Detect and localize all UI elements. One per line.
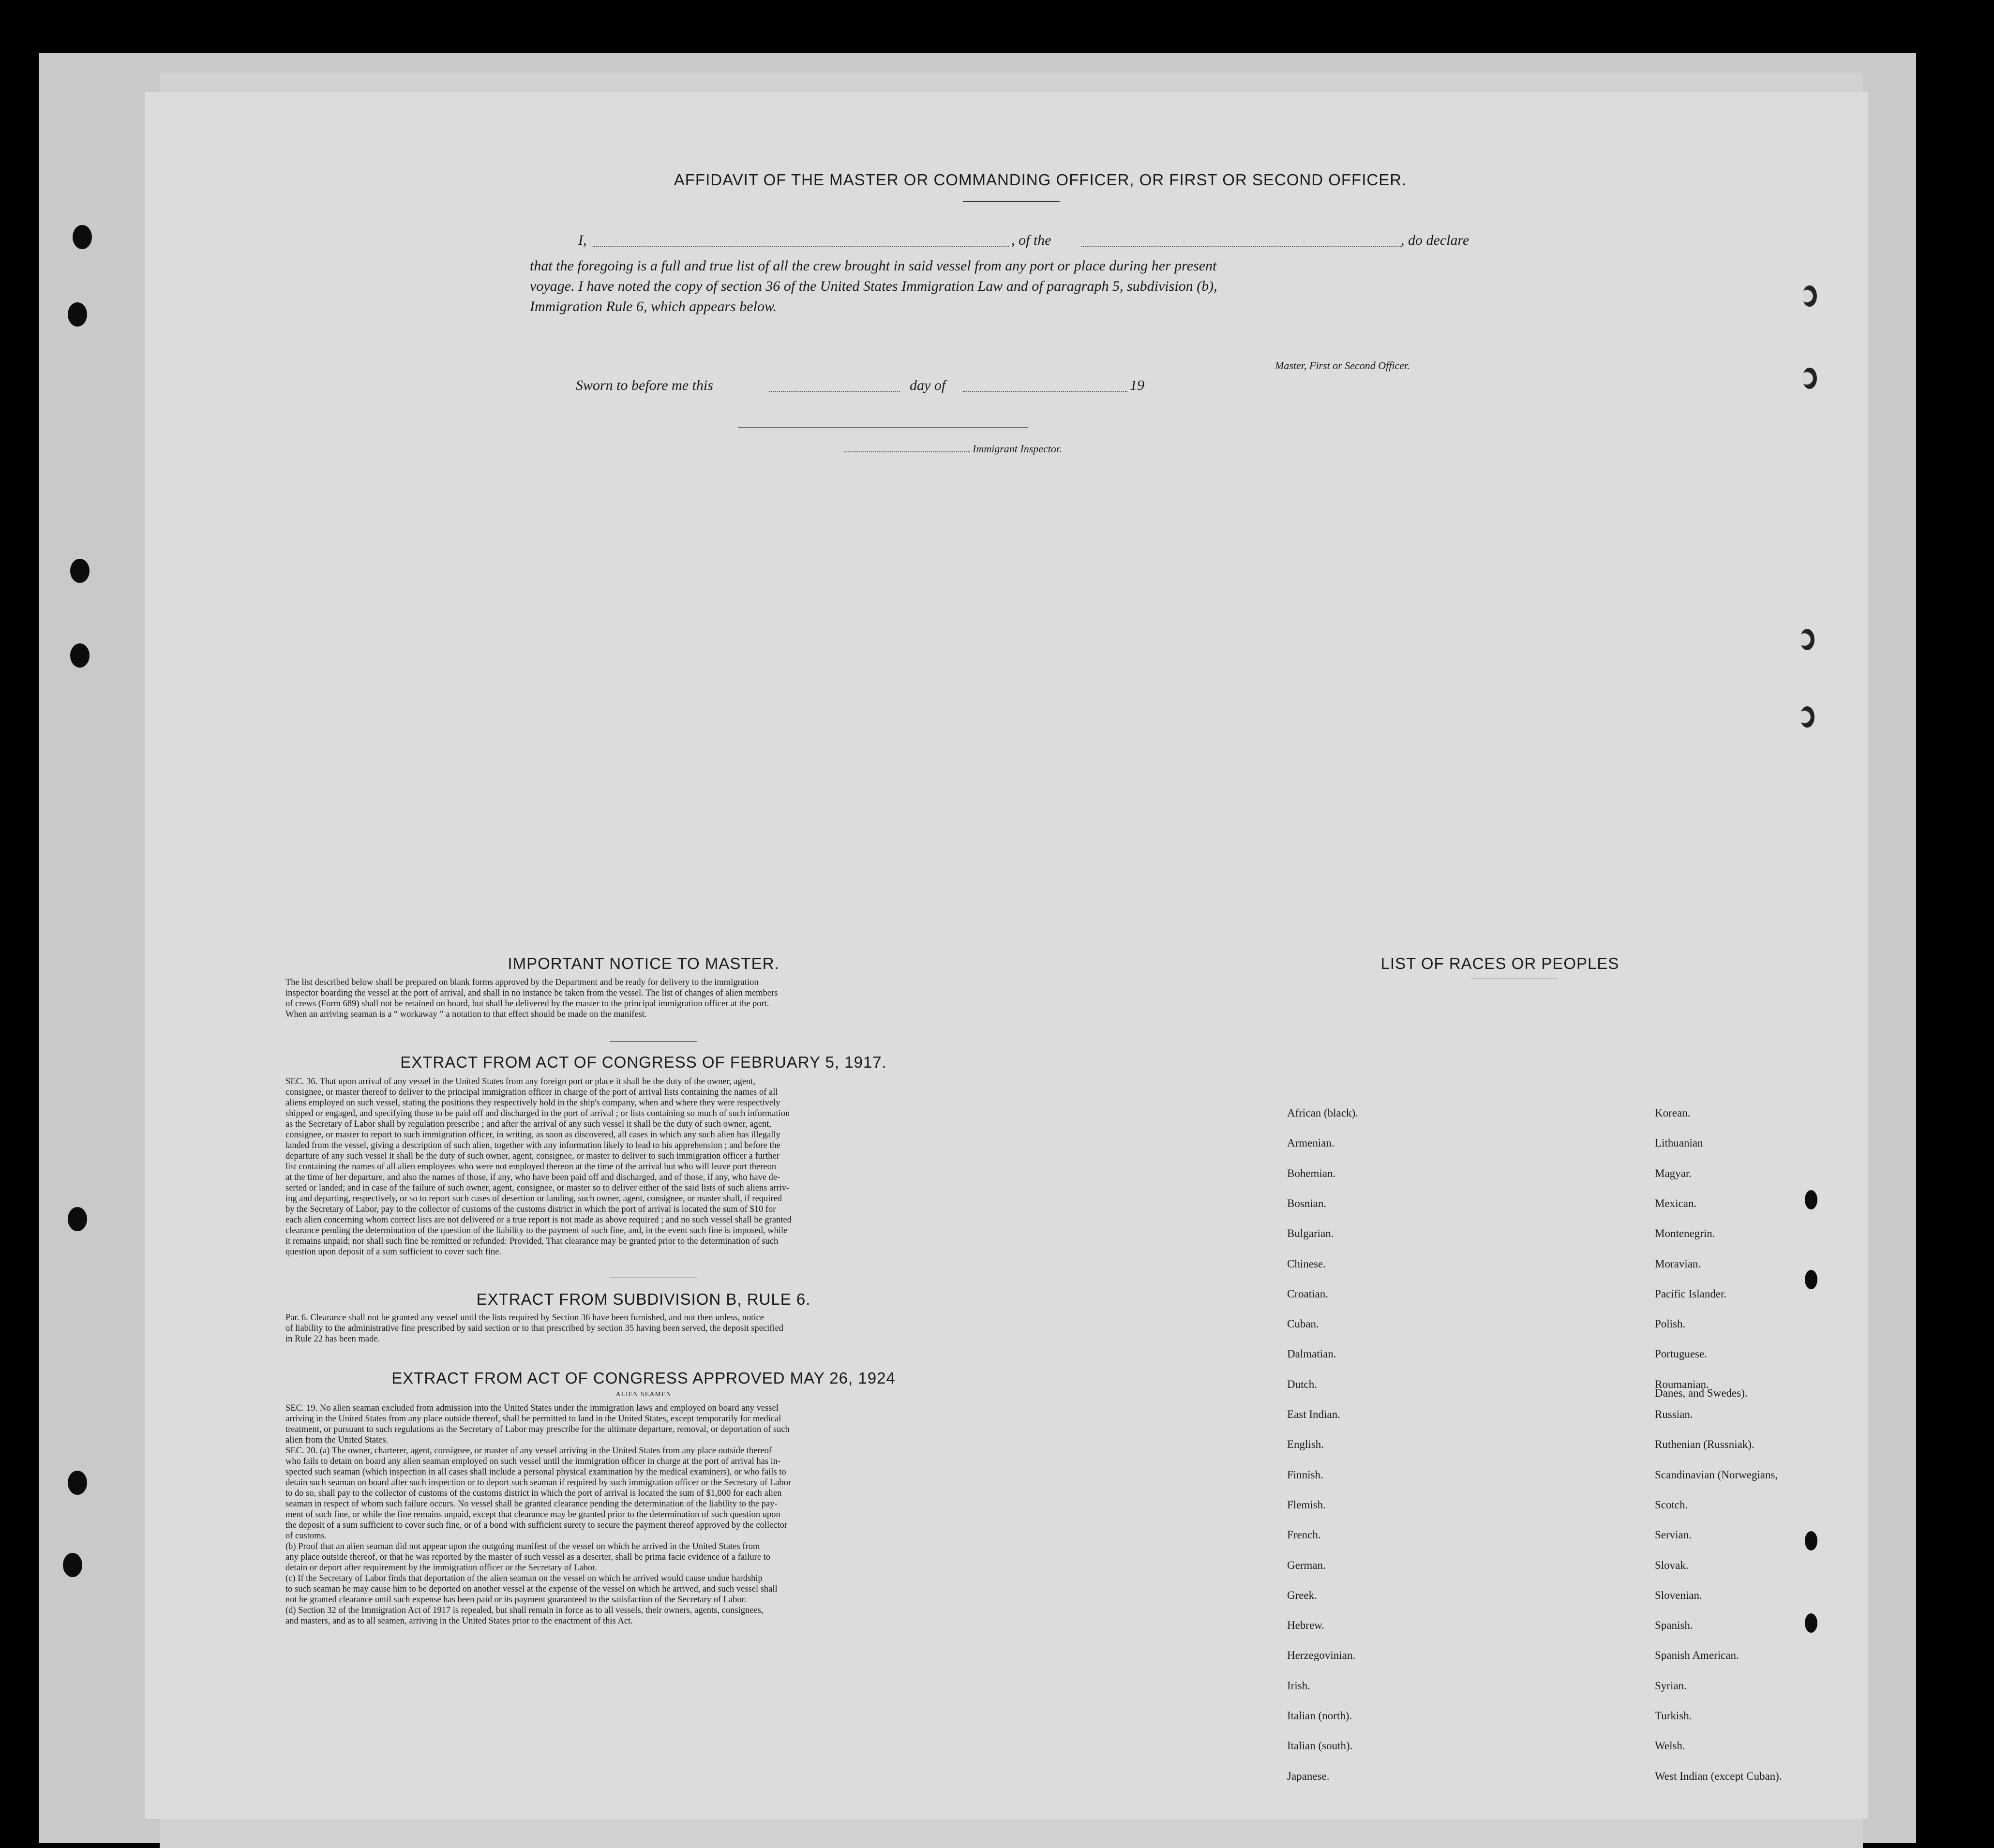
extract-line: who fails to detain on board any alien seaman employed on such vessel until the immigration officer in charge at the port of arrival has in- bbox=[285, 1457, 781, 1466]
race-item: Croatian. bbox=[1287, 1287, 1328, 1300]
extract-line: ment of such fine, or while the fine remains unpaid, except that clearance may be granted prior to the determination of such question upon bbox=[285, 1510, 780, 1520]
race-item: Portuguese. bbox=[1655, 1348, 1707, 1360]
rule-line: Par. 6. Clearance shall not be granted any vessel until the lists required by Section 36 have been furnished, and not then unless, notice bbox=[285, 1313, 764, 1323]
race-item: Finnish. bbox=[1287, 1468, 1323, 1481]
extract-line: seaman in respect of whom such failure occurs. No vessel shall be granted clearance pending the determination of the liability to the pay- bbox=[285, 1499, 778, 1509]
affidavit-line-1: that the foregoing is a full and true list of all the crew brought in said vessel from any port or place during her present bbox=[530, 258, 1217, 274]
extract-1924-title: EXTRACT FROM ACT OF CONGRESS APPROVED MAY 26, 1924 bbox=[391, 1369, 896, 1387]
race-item: Moravian. bbox=[1655, 1257, 1701, 1270]
race-item: German. bbox=[1287, 1559, 1326, 1571]
punch-hole bbox=[68, 1207, 87, 1231]
race-item: Slovenian. bbox=[1655, 1589, 1702, 1601]
extract-line: detain or deport after requirement by the immigration officer or the Secretary of Labor. bbox=[285, 1563, 597, 1573]
punch-hole bbox=[63, 1553, 82, 1577]
extract-line: (d) Section 32 of the Immigration Act of 1917 is repealed, but shall remain in force as to all vessels, their owners, agents, consignees, bbox=[285, 1606, 764, 1615]
extract-line: shipped or engaged, and specifying those to be paid off and discharged in the port of arrival ; or lists containing so much of such information bbox=[285, 1109, 790, 1118]
inspector-line bbox=[844, 451, 970, 452]
extract-line: detain such seaman on board after such inspection or to deport such seaman if required by such immigration officer or the Secretary of Labor bbox=[285, 1478, 792, 1488]
extract-line: landed from the vessel, giving a description of such alien, together with any information likely to lead to his apprehension ; and before the bbox=[285, 1141, 780, 1150]
race-item: Spanish. bbox=[1655, 1619, 1693, 1632]
inspector-signature-field[interactable] bbox=[738, 427, 1028, 428]
extract-line: clearance pending the determination of the question of the liability to the payment of such fine, and, in the event such fine is imposed, while bbox=[285, 1226, 788, 1236]
race-item: Cuban. bbox=[1287, 1318, 1319, 1330]
race-item: Magyar. bbox=[1655, 1167, 1692, 1179]
race-item: Greek. bbox=[1287, 1589, 1317, 1601]
vessel-field[interactable] bbox=[1081, 246, 1401, 247]
extract-1924-text bbox=[285, 1403, 1002, 1626]
extract-line: serted or landed; and in case of the failure of such owner, agent, consignee, or master so to deliver either of the said lists of such aliens arriv- bbox=[285, 1183, 790, 1193]
race-item: Roumanian. bbox=[1655, 1378, 1709, 1390]
notice-text bbox=[285, 977, 1002, 1020]
sworn-label: Sworn to before me this bbox=[576, 377, 713, 393]
race-item: Servian. bbox=[1655, 1529, 1692, 1541]
extract-line: as the Secretary of Labor shall by regulation prescribe ; and after the arrival of any such vessel it shall be the duty of such owner, agent, bbox=[285, 1119, 772, 1129]
affidavit-line-2: voyage. I have noted the copy of section 36 of the United States Immigration Law and of paragraph 5, subdivision (b), bbox=[530, 278, 1217, 294]
notice-line: When an arriving seaman is a “ workaway ” a notation to that effect should be made on the manifest. bbox=[285, 1010, 647, 1019]
race-item: English. bbox=[1287, 1438, 1324, 1451]
extract-1917-text bbox=[285, 1076, 1002, 1257]
race-item: Italian (north). bbox=[1287, 1710, 1352, 1722]
extract-line: to such seaman he may cause him to be deported on another vessel at the expense of the vessel on which he arrived, and such vessel shall bbox=[285, 1584, 778, 1594]
race-item: Bohemian. bbox=[1287, 1167, 1336, 1179]
punch-hole bbox=[1805, 1190, 1817, 1209]
extract-line: it remains unpaid; nor shall such fine be remitted or refunded: Provided, That clearance may be granted prior to the determination of such bbox=[285, 1237, 779, 1246]
year-label: 19 bbox=[1130, 377, 1144, 393]
affidavit-title: AFFIDAVIT OF THE MASTER OR COMMANDING OFFICER, OR FIRST OR SECOND OFFICER. bbox=[674, 171, 1407, 189]
extract-line: to do so, shall pay to the collector of customs of the customs district in which the port of arrival is located the sum of $1,000 for each alien bbox=[285, 1489, 782, 1498]
notice-title: IMPORTANT NOTICE TO MASTER. bbox=[508, 954, 780, 972]
rule-line: in Rule 22 has been made. bbox=[285, 1334, 380, 1344]
punch-hole bbox=[1805, 1270, 1817, 1289]
race-item: Hebrew. bbox=[1287, 1619, 1325, 1632]
extract-line: spected such seaman (which inspection in all cases shall include a personal physical examination by the medical examiners), or who fails to bbox=[285, 1467, 786, 1477]
race-item: Scotch. bbox=[1655, 1498, 1688, 1511]
race-item: African (black). bbox=[1287, 1107, 1358, 1119]
race-item: Scandinavian (Norwegians, bbox=[1655, 1468, 1778, 1481]
extract-line: SEC. 36. That upon arrival of any vessel in the United States from any foreign port or place it shall be the duty of the owner, agent, bbox=[285, 1077, 755, 1087]
notice-line: inspector boarding the vessel at the port of arrival, and shall in no instance be taken from the vessel. The list of changes of alien members bbox=[285, 988, 778, 998]
extract-line: list containing the names of all alien employees who were not employed thereon at the time of the arrival but who will leave port thereon bbox=[285, 1162, 777, 1172]
extract-line: SEC. 19. No alien seaman excluded from admission into the United States under the immigration laws and employed on board any vessel bbox=[285, 1403, 779, 1413]
punch-hole bbox=[68, 302, 87, 327]
races-title: LIST OF RACES OR PEOPLES bbox=[1380, 954, 1619, 972]
race-item: Bulgarian. bbox=[1287, 1227, 1334, 1240]
inspector-label: Immigrant Inspector. bbox=[973, 443, 1062, 455]
race-item: Flemish. bbox=[1287, 1498, 1326, 1511]
extract-line: at the time of her departure, and also the names of those, if any, who have been paid off and discharged, and of those, if any, who have de- bbox=[285, 1173, 780, 1182]
rule-line: of liability to the administrative fine prescribed by said section or to that prescribed by section 35 having been served, the deposit specified bbox=[285, 1324, 784, 1333]
name-field[interactable] bbox=[593, 246, 1009, 247]
extract-line: (c) If the Secretary of Labor finds that deportation of the alien seaman on the vessel on which he arrived would cause undue hardship bbox=[285, 1574, 763, 1583]
punch-hole bbox=[68, 1471, 87, 1495]
punch-hole bbox=[70, 559, 90, 583]
extract-line: consignee, or master to report to such immigration officer, in writing, as soon as discovered, all cases in which any such alien has illegally bbox=[285, 1130, 780, 1140]
extract-line: alien from the United States. bbox=[285, 1435, 389, 1445]
race-item: French. bbox=[1287, 1529, 1321, 1541]
declare-label: , do declare bbox=[1401, 232, 1469, 248]
race-item: Bosnian. bbox=[1287, 1197, 1327, 1209]
race-item: Lithuanian bbox=[1655, 1137, 1703, 1149]
alien-seamen-subtitle: ALIEN SEAMEN bbox=[615, 1391, 672, 1398]
extract-1917-title: EXTRACT FROM ACT OF CONGRESS OF FEBRUARY 5, 1917. bbox=[400, 1053, 887, 1071]
race-item: Ruthenian (Russniak). bbox=[1655, 1438, 1754, 1451]
extract-line: question upon deposit of a sum sufficient to cover such fine. bbox=[285, 1247, 502, 1257]
punch-hole bbox=[1805, 1531, 1817, 1550]
race-item: East Indian. bbox=[1287, 1408, 1340, 1420]
extract-line: (b) Proof that an alien seaman did not appear upon the outgoing manifest of the vessel on which he arrived in the United States from bbox=[285, 1542, 760, 1551]
section-rule bbox=[610, 1041, 697, 1042]
race-item: Spanish American. bbox=[1655, 1649, 1739, 1662]
race-item: Herzegovinian. bbox=[1287, 1649, 1356, 1662]
punch-hole bbox=[1802, 368, 1817, 389]
extract-line: arriving in the United States from any place outside thereof, shall be permitted to land in the United States, except temporarily for medical bbox=[285, 1414, 781, 1424]
race-item: Polish. bbox=[1655, 1318, 1686, 1330]
notice-line: of crews (Form 689) shall not be retained on board, but shall be delivered by the master to the principal immigration officer at the port. bbox=[285, 999, 769, 1009]
extract-line: not be granted clearance until such expense has been paid or its payment guaranteed to the satisfaction of the Secretary of Labor. bbox=[285, 1595, 747, 1605]
affidavit-line-3: Immigration Rule 6, which appears below. bbox=[530, 298, 777, 314]
race-item: Welsh. bbox=[1655, 1740, 1685, 1752]
rule-6-text bbox=[285, 1312, 1002, 1344]
extract-line: of customs. bbox=[285, 1531, 327, 1541]
race-item: Italian (south). bbox=[1287, 1740, 1353, 1752]
race-item: Syrian. bbox=[1655, 1679, 1687, 1692]
race-item: Turkish. bbox=[1655, 1710, 1692, 1722]
extract-line: by the Secretary of Labor, pay to the collector of customs of the customs district in which the port of arrival is located the sum of $10 for bbox=[285, 1205, 776, 1214]
title-rule bbox=[963, 201, 1060, 202]
race-item: Korean. bbox=[1655, 1107, 1691, 1119]
day-of-label: day of bbox=[910, 377, 946, 393]
extract-line: and masters, and as to all seamen, arriving in the United States prior to the enactment of this Act. bbox=[285, 1616, 633, 1626]
extract-line: ing and departing, respectively, or so to report such cases of desertion or landing, such owner, agent, consignee, or master shall, if required bbox=[285, 1194, 782, 1204]
rule-6-title: EXTRACT FROM SUBDIVISION B, RULE 6. bbox=[476, 1290, 811, 1308]
punch-hole bbox=[73, 225, 92, 249]
race-item: Chinese. bbox=[1287, 1257, 1326, 1270]
sworn-month-field[interactable] bbox=[963, 391, 1127, 392]
race-item: Dalmatian. bbox=[1287, 1348, 1336, 1360]
notice-line: The list described below shall be prepared on blank forms approved by the Department and be ready for delivery to the immigration bbox=[285, 978, 759, 987]
race-item: Russian. bbox=[1655, 1408, 1693, 1420]
race-item: Irish. bbox=[1287, 1679, 1310, 1692]
extract-line: aliens employed on such vessel, stating the positions they respectively hold in the ship's company, when and where they were respectively bbox=[285, 1098, 780, 1108]
extract-line: departure of any such vessel it shall be the duty of such owner, agent, consignee, or master to deliver to such immigration officer a further bbox=[285, 1151, 780, 1161]
punch-hole bbox=[70, 643, 90, 668]
form-page bbox=[145, 92, 1868, 1819]
i-label: I, bbox=[578, 232, 587, 248]
of-the-label: , of the bbox=[1011, 232, 1051, 248]
race-item: Japanese. bbox=[1287, 1770, 1330, 1782]
extract-line: treatment, or pursuant to such regulations as the Secretary of Labor may prescribe for the ultimate departure, removal, or deportation of such bbox=[285, 1425, 790, 1434]
race-item: Mexican. bbox=[1655, 1197, 1697, 1209]
master-signature-label: Master, First or Second Officer. bbox=[1275, 359, 1410, 372]
race-item: Slovak. bbox=[1655, 1559, 1689, 1571]
extract-line: any place outside thereof, or that he was reported by the master of such vessel as a deserter, shall be prima facie evidence of a failure to bbox=[285, 1552, 770, 1562]
extract-line: each alien concerning whom correct lists are not delivered or a true report is not made as above required ; and no such vessel shall be granted bbox=[285, 1215, 792, 1225]
punch-hole bbox=[1800, 706, 1814, 728]
extract-line: SEC. 20. (a) The owner, charterer, agent, consignee, or master of any vessel arriving in the United States from any place outside thereof bbox=[285, 1446, 772, 1456]
race-item: West Indian (except Cuban). bbox=[1655, 1770, 1782, 1782]
race-item: Dutch. bbox=[1287, 1378, 1317, 1390]
punch-hole bbox=[1805, 1613, 1817, 1633]
race-item: Montenegrin. bbox=[1655, 1227, 1715, 1240]
race-item: Armenian. bbox=[1287, 1137, 1334, 1149]
race-item: Pacific Islander. bbox=[1655, 1287, 1727, 1300]
extract-line: consignee, or master thereof to deliver to the principal immigration officer in charge of the port of arrival lists containing the names of all bbox=[285, 1088, 778, 1097]
punch-hole bbox=[1800, 629, 1814, 650]
punch-hole bbox=[1802, 285, 1817, 307]
race-item-continuation: Danes, and Swedes). bbox=[1655, 1387, 1748, 1399]
extract-line: the deposit of a sum sufficient to cover such fine, or of a bond with sufficient surety to secure the payment thereof approved by the collector bbox=[285, 1520, 788, 1530]
sworn-day-field[interactable] bbox=[769, 391, 900, 392]
